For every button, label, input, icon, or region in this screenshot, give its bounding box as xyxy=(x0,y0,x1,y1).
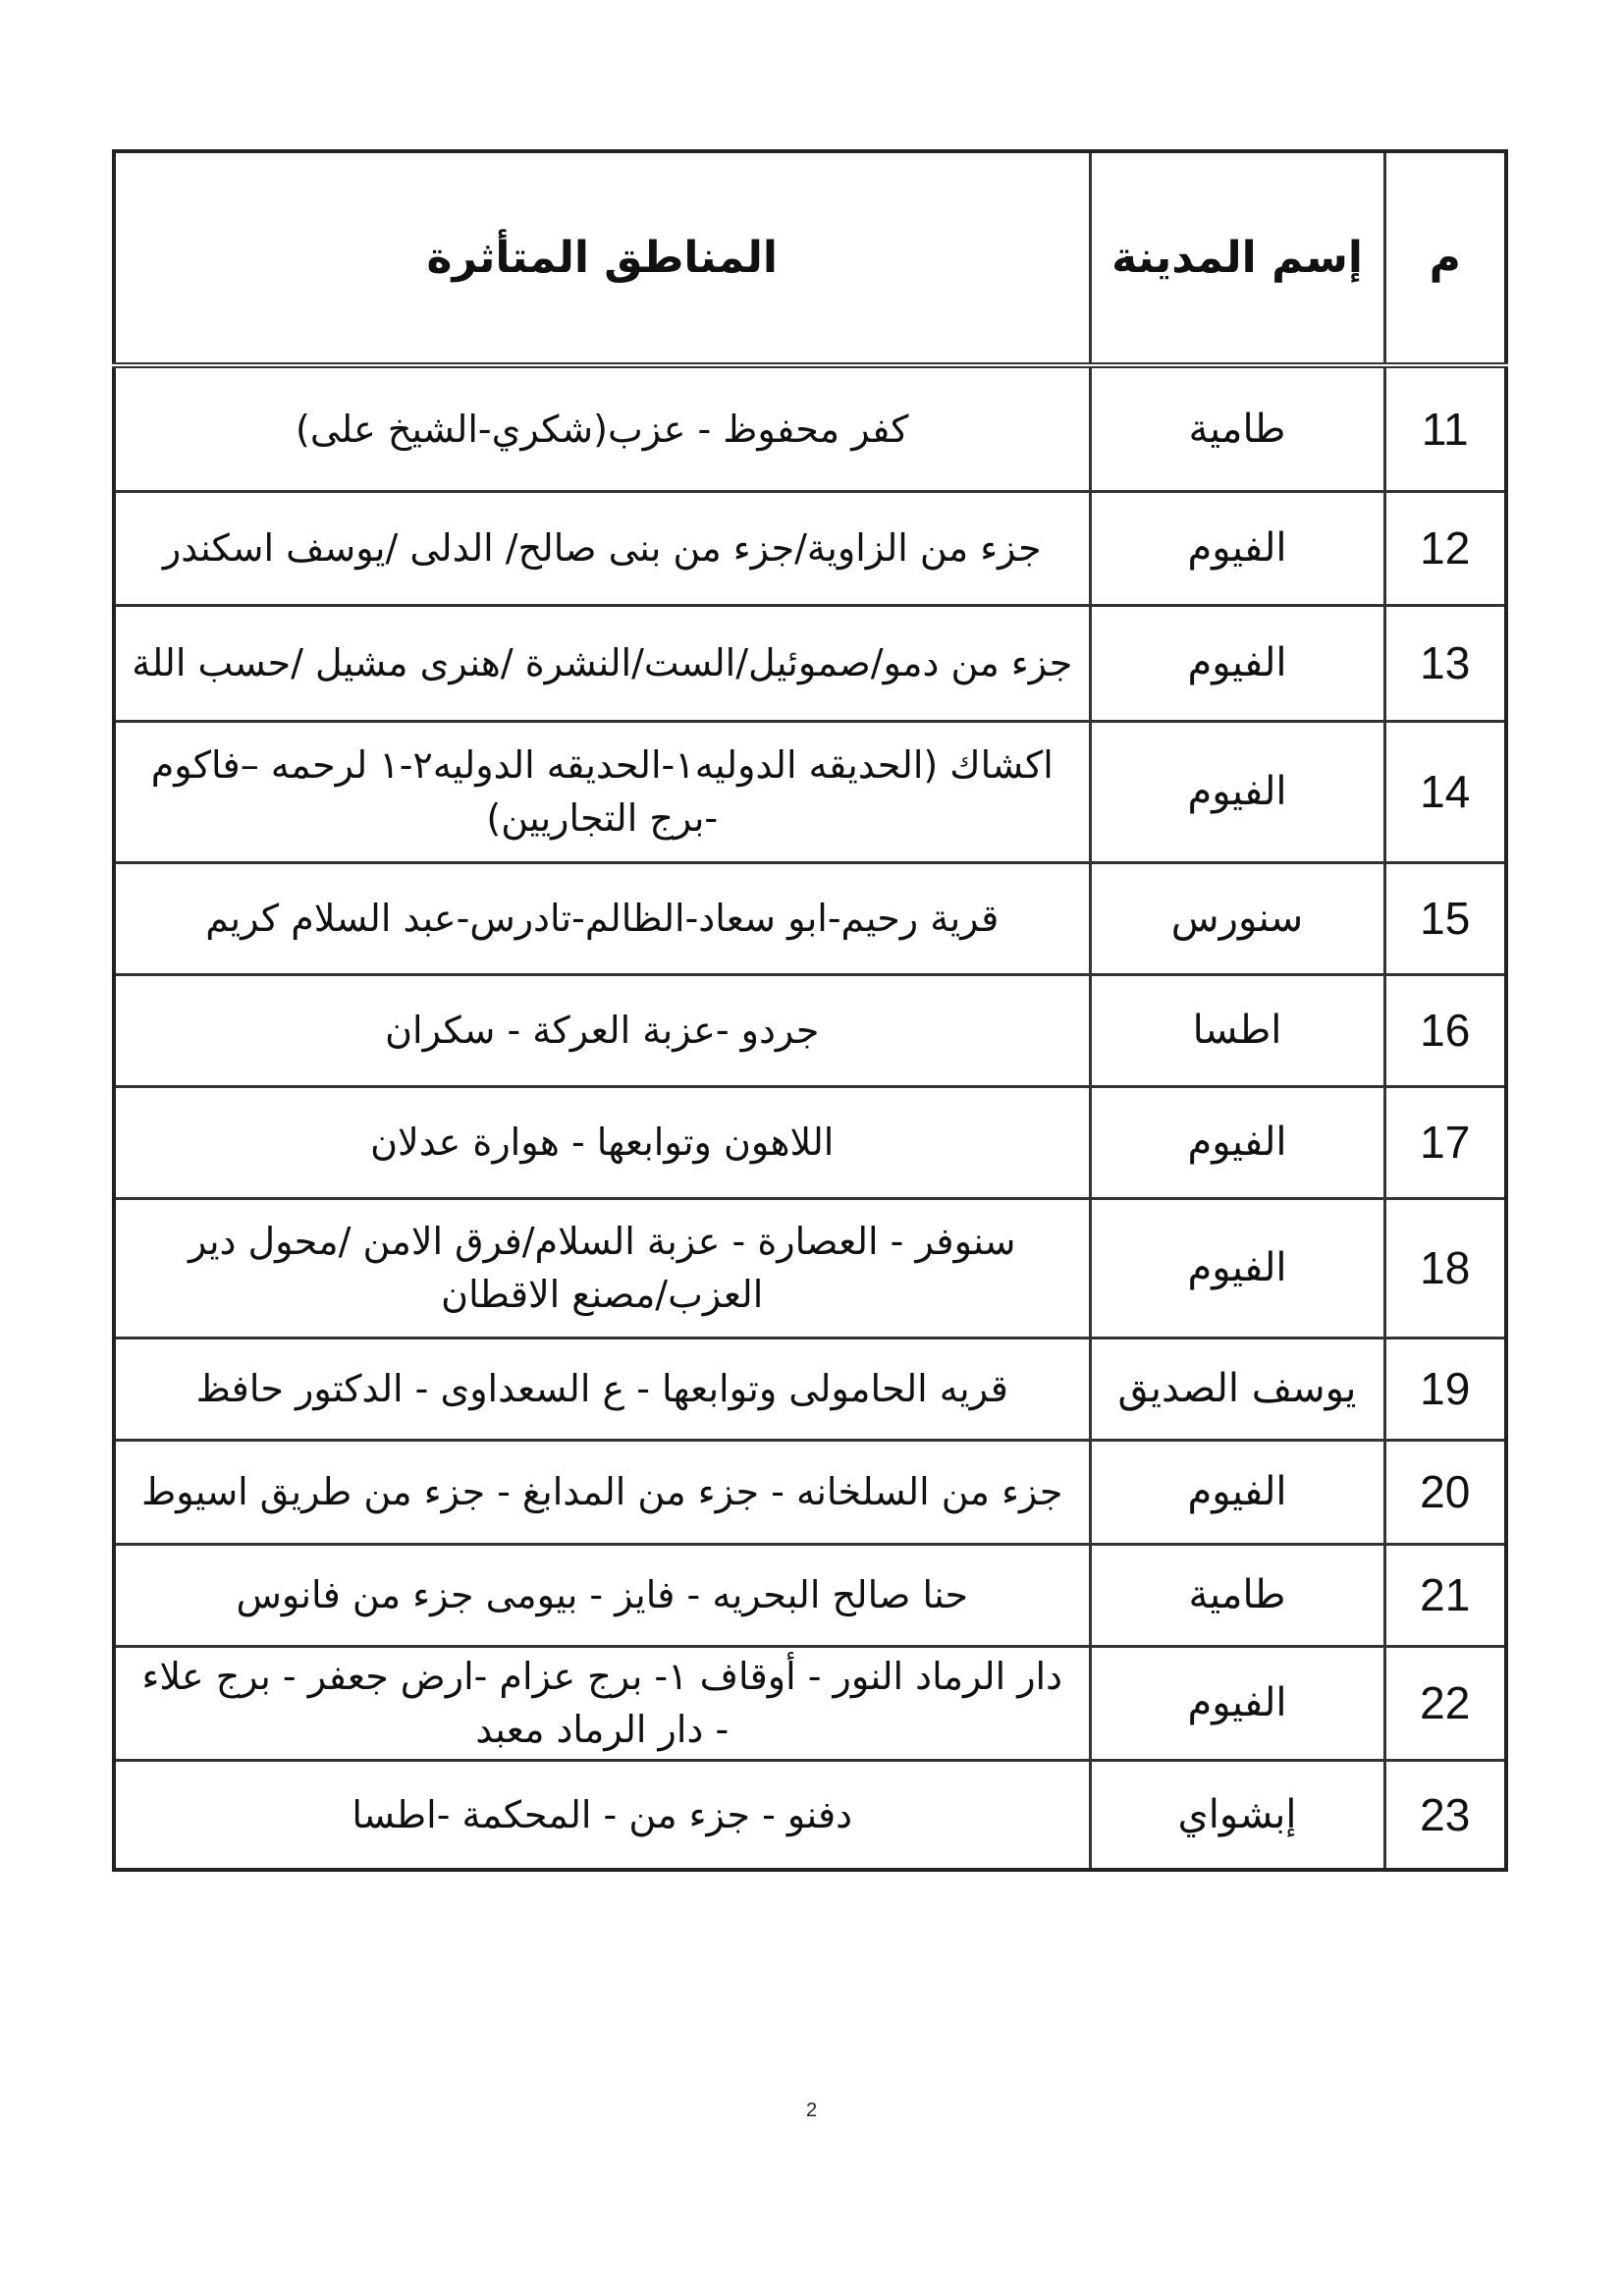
table-row xyxy=(114,1338,1506,1440)
table-row xyxy=(114,721,1506,862)
row-city: طامية xyxy=(1090,365,1384,491)
table-row xyxy=(114,1440,1506,1544)
row-city: يوسف الصديق xyxy=(1090,1338,1384,1440)
row-number: 18 xyxy=(1384,1198,1506,1338)
table-row xyxy=(114,1544,1506,1646)
row-areas: سنوفر - العصارة - عزبة السلام/فرق الامن /محول دير العزب/مصنع الاقطان xyxy=(114,1198,1090,1338)
row-city: الفيوم xyxy=(1090,1440,1384,1544)
row-number: 14 xyxy=(1384,721,1506,862)
row-number: 11 xyxy=(1384,365,1506,491)
affected-areas-table xyxy=(112,149,1508,1872)
header-number: م xyxy=(1384,151,1506,365)
table-row xyxy=(114,974,1506,1086)
row-areas: كفر محفوظ - عزب(شكري-الشيخ على) xyxy=(114,365,1090,491)
row-city: الفيوم xyxy=(1090,491,1384,605)
row-number: 17 xyxy=(1384,1086,1506,1198)
row-city: الفيوم xyxy=(1090,1086,1384,1198)
row-number: 15 xyxy=(1384,862,1506,974)
row-areas: قريه الحامولى وتوابعها - ع السعداوى - الدكتور حافظ xyxy=(114,1338,1090,1440)
row-city: إبشواي xyxy=(1090,1760,1384,1870)
row-number: 20 xyxy=(1384,1440,1506,1544)
table-row xyxy=(114,1760,1506,1870)
row-areas: جزء من دمو/صموئيل/الست/النشرة /هنرى مشيل /حسب اللة xyxy=(114,605,1090,721)
row-areas: اكشاك (الحديقه الدوليه١-الحديقه الدوليه٢-١ لرحمه –فاكوم -برج التجاريين) xyxy=(114,721,1090,862)
row-number: 21 xyxy=(1384,1544,1506,1646)
table-row xyxy=(114,1198,1506,1338)
table-row xyxy=(114,365,1506,491)
row-city: الفيوم xyxy=(1090,605,1384,721)
row-city: سنورس xyxy=(1090,862,1384,974)
row-city: طامية xyxy=(1090,1544,1384,1646)
row-areas: اللاهون وتوابعها - هوارة عدلان xyxy=(114,1086,1090,1198)
row-areas: دار الرماد النور - أوقاف ١- برج عزام -ارض جعفر - برج علاء - دار الرماد معبد xyxy=(114,1646,1090,1760)
row-city: الفيوم xyxy=(1090,1198,1384,1338)
row-number: 13 xyxy=(1384,605,1506,721)
row-areas: جردو -عزبة العركة - سكران xyxy=(114,974,1090,1086)
row-city: الفيوم xyxy=(1090,721,1384,862)
header-areas: المناطق المتأثرة xyxy=(114,151,1090,365)
row-city: اطسا xyxy=(1090,974,1384,1086)
table-row xyxy=(114,605,1506,721)
row-city: الفيوم xyxy=(1090,1646,1384,1760)
table-row xyxy=(114,1646,1506,1760)
row-areas: قرية رحيم-ابو سعاد-الظالم-تادرس-عبد السلام كريم xyxy=(114,862,1090,974)
header-city: إسم المدينة xyxy=(1090,151,1384,365)
table-row xyxy=(114,491,1506,605)
row-number: 22 xyxy=(1384,1646,1506,1760)
table-header-row xyxy=(114,151,1506,365)
row-areas: دفنو - جزء من - المحكمة -اطسا xyxy=(114,1760,1090,1870)
page-number: 2 xyxy=(805,2100,818,2121)
row-number: 16 xyxy=(1384,974,1506,1086)
row-areas: جزء من الزاوية/جزء من بنى صالح/ الدلى /يوسف اسكندر xyxy=(114,491,1090,605)
table-row xyxy=(114,862,1506,974)
row-number: 12 xyxy=(1384,491,1506,605)
row-areas: جزء من السلخانه - جزء من المدابغ - جزء من طريق اسيوط xyxy=(114,1440,1090,1544)
table-row xyxy=(114,1086,1506,1198)
row-number: 23 xyxy=(1384,1760,1506,1870)
row-areas: حنا صالح البحريه - فايز - بيومى جزء من فانوس xyxy=(114,1544,1090,1646)
row-number: 19 xyxy=(1384,1338,1506,1440)
